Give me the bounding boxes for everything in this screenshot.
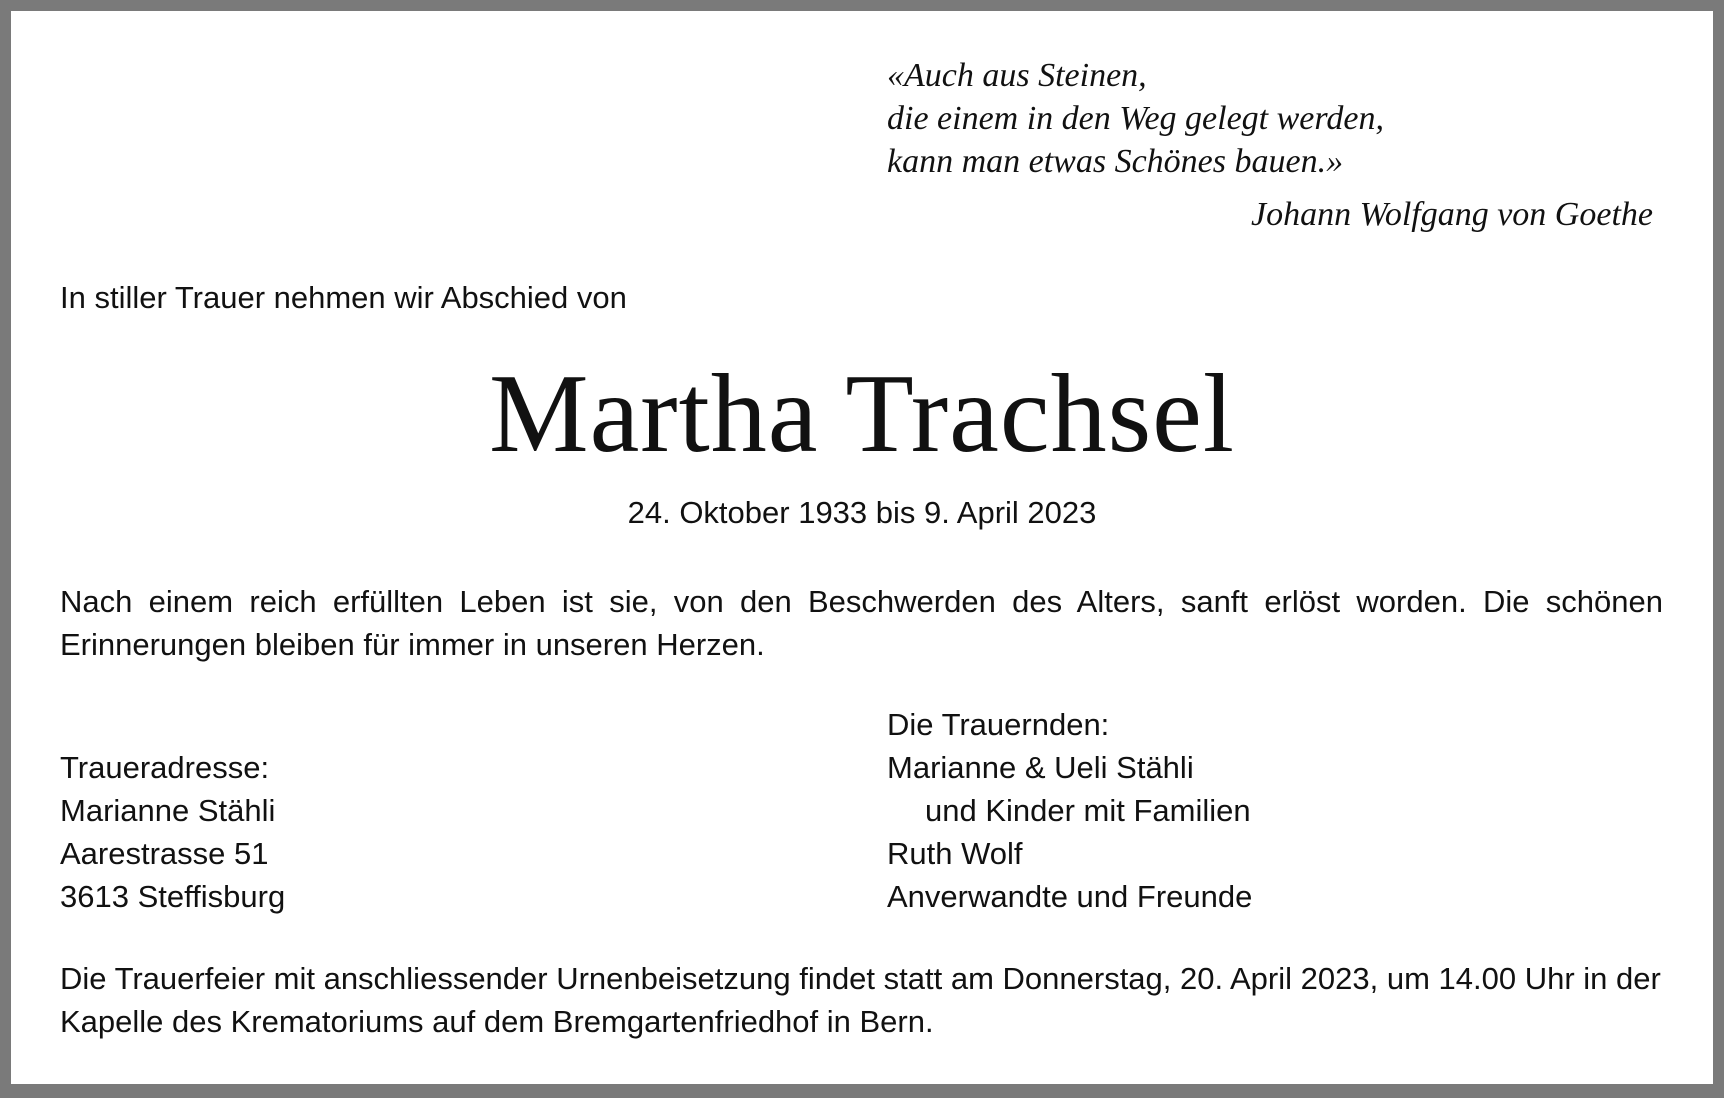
address-city: 3613 Steffisburg xyxy=(60,879,286,914)
mourners-label: Die Trauernden: xyxy=(887,707,1110,742)
obituary-notice xyxy=(11,11,1713,1084)
quote-line: kann man etwas Schönes bauen.» xyxy=(887,143,1344,180)
address-street: Aarestrasse 51 xyxy=(60,836,269,871)
life-dates: 24. Oktober 1933 bis 9. April 2023 xyxy=(627,495,1097,530)
deceased-name: Martha Trachsel xyxy=(488,352,1235,476)
mourner-entry: Anverwandte und Freunde xyxy=(887,879,1253,914)
mourning-address xyxy=(60,746,285,918)
mourner-entry: Marianne & Ueli Stähli xyxy=(887,750,1194,785)
mourner-entry: und Kinder mit Familien xyxy=(925,793,1251,828)
goethe-quote xyxy=(887,54,1384,183)
quote-author: Johann Wolfgang von Goethe xyxy=(1251,196,1653,233)
mourners-list xyxy=(887,703,1252,918)
memorial-text: Nach einem reich erfüllten Leben ist sie, von den Beschwerden des Alters, sanft erlöst worden. Die schönen Erinnerungen bleiben für immer in unseren Herzen. xyxy=(60,584,1663,662)
ceremony-info: Die Trauerfeier mit anschliessender Urnenbeisetzung findet statt am Donnerstag, 20. April 2023, um 14.00 Uhr in der Kapelle des Krematoriums auf dem Bremgartenfriedhof in Bern. xyxy=(60,961,1661,1039)
address-label: Traueradresse: xyxy=(60,750,270,785)
quote-line: die einem in den Weg gelegt werden, xyxy=(887,100,1384,137)
mourner-entry: Ruth Wolf xyxy=(887,836,1023,871)
intro-text: In stiller Trauer nehmen wir Abschied von xyxy=(60,280,627,315)
address-name: Marianne Stähli xyxy=(60,793,276,828)
quote-line: «Auch aus Steinen, xyxy=(887,57,1147,94)
